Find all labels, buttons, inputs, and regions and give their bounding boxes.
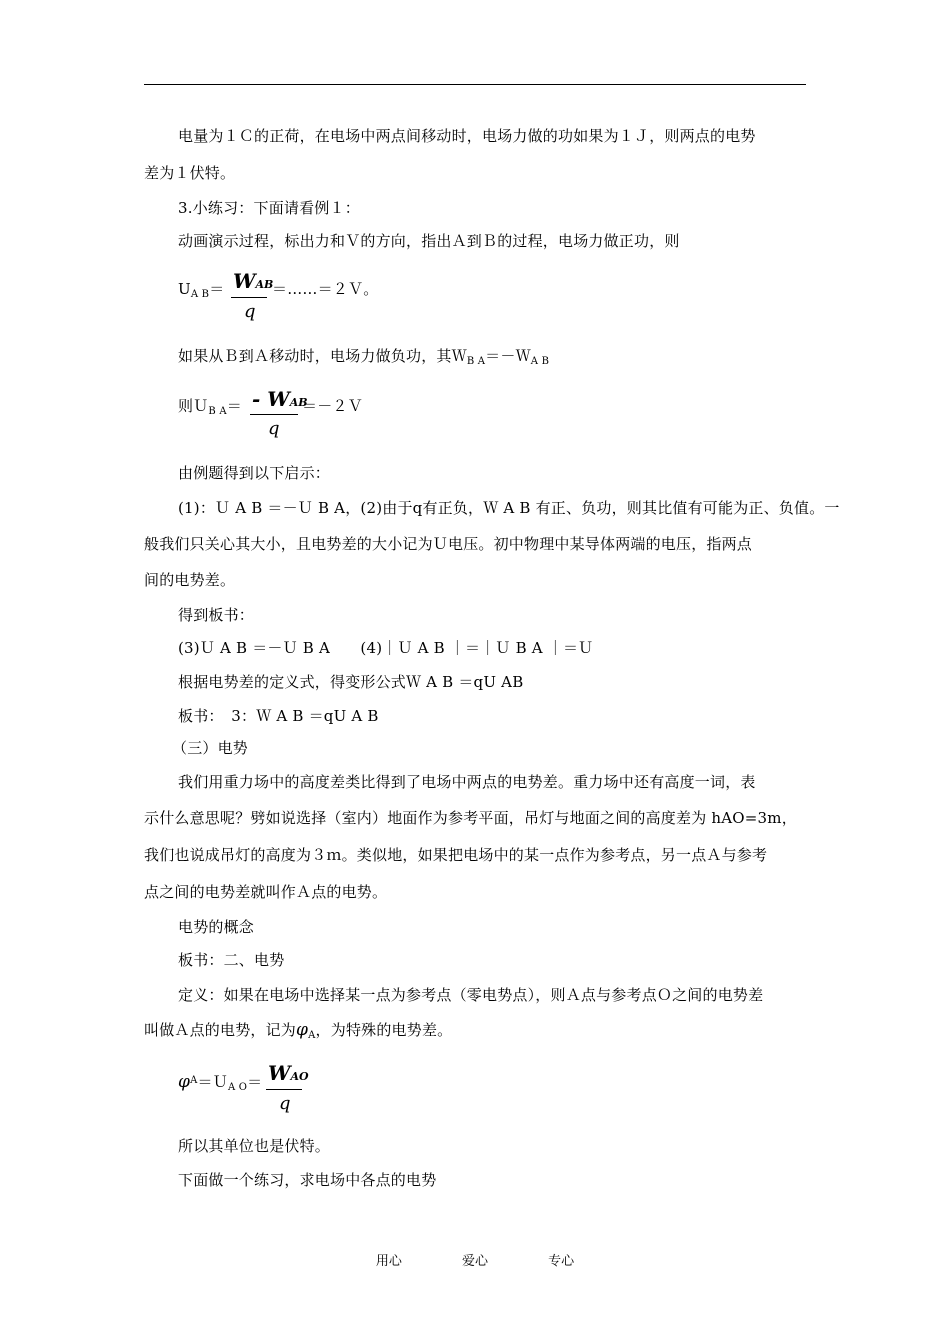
- text-line: 根据电势差的定义式，得变形公式Ｗ A B ＝qU AB: [178, 673, 524, 691]
- eq2-numerator: - W: [252, 387, 290, 411]
- eq3-mid-sub: A O: [227, 1082, 248, 1093]
- eq1-lhs-sub: A B: [190, 289, 210, 300]
- page-footer: [0, 1250, 950, 1269]
- eq3-numerator: W: [268, 1061, 291, 1085]
- eq3-numerator-sub: AO: [290, 1070, 309, 1083]
- text-line: (1)：Ｕ A B ＝－Ｕ B A，(2)由于q有正负，Ｗ A B 有正、负功，则其比值有可能为正、负值。一: [178, 499, 840, 517]
- eq2-rhs: ＝－２Ｖ: [302, 397, 363, 415]
- eq1-numerator-sub: AB: [255, 278, 274, 291]
- eq1-numerator: W: [233, 269, 256, 293]
- text-line: 3.小练习：下面请看例１：: [178, 199, 360, 217]
- eq3-equals: ＝: [247, 1073, 263, 1091]
- text-line: 我们也说成吊灯的高度为３ｍ。类似地，如果把电场中的某一点作为参考点，另一点Ａ与参考: [144, 846, 768, 864]
- eq3-mid: ＝Ｕ: [197, 1073, 228, 1091]
- text-line: 叫做Ａ点的电势，记为$\varphi_A$，为特殊的电势差。: [144, 1020, 453, 1041]
- text-line: 点之间的电势差就叫作Ａ点的电势。: [144, 883, 388, 901]
- footer-item: 专心: [548, 1254, 575, 1269]
- text-line: 电量为１Ｃ的正荷，在电场中两点间移动时，电场力做的功如果为１Ｊ，则两点的电势: [178, 127, 756, 145]
- text-line: 差为１伏特。: [144, 164, 236, 182]
- text-line: 电势的概念: [178, 918, 255, 936]
- text-line: (3)Ｕ A B ＝－Ｕ B A (4)｜Ｕ A B ｜＝｜Ｕ B A ｜＝Ｕ: [178, 639, 594, 657]
- section-heading: （三）电势: [172, 739, 249, 757]
- text-line: 所以其单位也是伏特。: [178, 1137, 331, 1155]
- eq2-equals: ＝: [226, 397, 242, 415]
- eq1-fraction-bar: [231, 297, 267, 298]
- eq2-fraction-bar: [250, 414, 298, 415]
- eq3-phi: φ: [178, 1072, 191, 1092]
- eq3-denominator: q: [279, 1093, 291, 1114]
- text-line: 得到板书：: [178, 606, 255, 624]
- eq2-lhs: 则Ｕ: [178, 397, 209, 415]
- header-rule: [144, 84, 806, 85]
- eq2-denominator: q: [268, 418, 280, 439]
- eq1-equals: ＝: [209, 280, 225, 298]
- eq1-denominator: q: [244, 301, 256, 322]
- eq1-lhs: U: [178, 280, 191, 298]
- text-line: 般我们只关心其大小，且电势差的大小记为Ｕ电压。初中物理中某导体两端的电压，指两点: [144, 535, 753, 553]
- text-line: 间的电势差。: [144, 571, 236, 589]
- footer-item: 用心: [375, 1254, 402, 1269]
- text-line: 动画演示过程，标出力和Ｖ的方向，指出Ａ到Ｂ的过程，电场力做正功，则: [178, 232, 680, 250]
- text-line: 由例题得到以下启示：: [178, 464, 331, 482]
- footer-item: 爱心: [461, 1254, 488, 1269]
- phi-symbol: φ: [296, 1020, 309, 1040]
- text-line: 定义：如果在电场中选择某一点为参考点（零电势点），则Ａ点与参考点Ｏ之间的电势差: [178, 986, 764, 1004]
- eq2-lhs-sub: B A: [208, 406, 227, 417]
- text-line: 板书： 3：Ｗ A B ＝qU A B: [178, 707, 379, 725]
- text-line: 示什么意思呢？劈如说选择（室内）地面作为参考平面，吊灯与地面之间的高度差为 hAO=3m，: [144, 809, 797, 827]
- eq3-fraction-bar: [266, 1089, 302, 1090]
- eq3-phi-sub: A: [190, 1075, 198, 1086]
- text-line: 板书：二、电势: [178, 951, 285, 969]
- text-line: 下面做一个练习，求电场中各点的电势: [178, 1171, 437, 1189]
- eq1-rhs: ＝……＝２Ｖ。: [272, 280, 379, 298]
- eq2-numerator-sub: AB: [289, 396, 308, 409]
- text-line: 如果从Ｂ到Ａ移动时，电场力做负功，其Ｗ$_{B A}$＝－Ｗ$_{A B}$: [178, 347, 550, 367]
- text-line: 我们用重力场中的高度差类比得到了电场中两点的电势差。重力场中还有高度一词，表: [178, 773, 756, 791]
